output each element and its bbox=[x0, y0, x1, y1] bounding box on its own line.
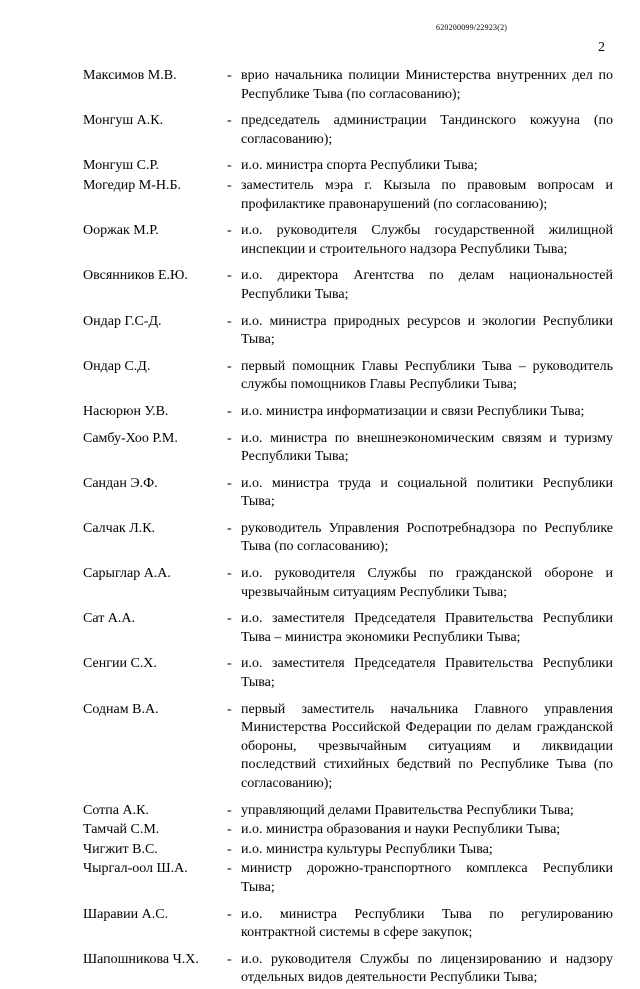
member-list bbox=[0, 67, 640, 989]
member-position: и.о. министра природных ресурсов и экологии Республики Тыва; bbox=[241, 313, 613, 348]
page-number: 2 bbox=[598, 40, 605, 55]
member-name: Насюрюн У.В. bbox=[83, 403, 169, 419]
member-position: управляющий делами Правительства Республики Тыва; bbox=[241, 802, 574, 818]
list-item bbox=[0, 610, 640, 655]
dash-separator: - bbox=[227, 566, 232, 582]
member-position: и.о. министра образования и науки Республики Тыва; bbox=[241, 822, 561, 838]
list-item bbox=[0, 112, 640, 157]
member-name: Тамчай С.М. bbox=[83, 822, 160, 838]
member-position: и.о. министра спорта Республики Тыва; bbox=[241, 158, 478, 174]
member-position: и.о. министра труда и социальной политики Республики Тыва; bbox=[241, 475, 613, 510]
dash-separator: - bbox=[227, 158, 232, 174]
list-item bbox=[0, 951, 640, 989]
list-item bbox=[0, 841, 640, 861]
dash-separator: - bbox=[227, 520, 232, 536]
member-position: и.о. руководителя Службы государственной жилищной инспекции и строительного надзора Республики Тыва; bbox=[241, 223, 613, 257]
list-item bbox=[0, 802, 640, 822]
dash-separator: - bbox=[227, 358, 232, 374]
member-position: и.о. министра культуры Республики Тыва; bbox=[241, 841, 493, 857]
dash-separator: - bbox=[227, 841, 232, 857]
member-name: Сат А.А. bbox=[83, 611, 136, 627]
list-item bbox=[0, 313, 640, 358]
member-name: Сотпа А.К. bbox=[83, 802, 149, 818]
member-position: заместитель мэра г. Кызыла по правовым вопросам и профилактике правонарушений (по согласованию); bbox=[241, 177, 613, 212]
member-name: Шапошникова Ч.Х. bbox=[83, 951, 199, 967]
member-name: Сарыглар А.А. bbox=[83, 566, 171, 582]
list-item bbox=[0, 701, 640, 802]
dash-separator: - bbox=[227, 268, 232, 284]
member-position: и.о. министра информатизации и связи Республики Тыва; bbox=[241, 403, 585, 419]
member-position: и.о. заместителя Председателя Правительства Республики Тыва; bbox=[241, 656, 613, 691]
member-name: Чигжит В.С. bbox=[83, 841, 158, 857]
list-item bbox=[0, 157, 640, 177]
dash-separator: - bbox=[227, 475, 232, 491]
member-name: Ондар Г.С-Д. bbox=[83, 313, 162, 329]
member-name: Сенгии С.Х. bbox=[83, 656, 157, 672]
list-item bbox=[0, 403, 640, 430]
dash-separator: - bbox=[227, 177, 232, 193]
member-name: Могедир М-Н.Б. bbox=[83, 177, 182, 193]
member-name: Ооржак М.Р. bbox=[83, 223, 159, 239]
member-position: и.о. заместителя Председателя Правительства Республики Тыва – министра экономики Республики Тыва; bbox=[241, 611, 613, 645]
member-position: первый помощник Главы Республики Тыва – руководитель службы помощников Главы Республики Тыва; bbox=[241, 358, 613, 393]
list-item bbox=[0, 358, 640, 403]
member-position: врио начальника полиции Министерства внутренних дел по Республике Тыва (по согласованию); bbox=[241, 68, 613, 102]
dash-separator: - bbox=[227, 822, 232, 838]
list-item bbox=[0, 860, 640, 905]
list-item bbox=[0, 177, 640, 222]
dash-separator: - bbox=[227, 68, 232, 83]
list-item bbox=[0, 821, 640, 841]
member-name: Салчак Л.К. bbox=[83, 520, 156, 536]
dash-separator: - bbox=[227, 611, 232, 627]
list-item bbox=[0, 267, 640, 312]
dash-separator: - bbox=[227, 223, 232, 239]
list-item bbox=[0, 430, 640, 475]
member-name: Овсянников Е.Ю. bbox=[83, 268, 188, 284]
document-code: 620200099/22923(2) bbox=[436, 23, 508, 32]
member-name: Соднам В.А. bbox=[83, 701, 159, 717]
member-position: министр дорожно-транспортного комплекса Республики Тыва; bbox=[241, 861, 613, 895]
member-position: и.о. министра Республики Тыва по регулированию контрактной системы в сфере закупок; bbox=[241, 906, 613, 941]
member-position: председатель администрации Тандинского кожууна (по согласованию); bbox=[241, 113, 613, 147]
member-position: первый заместитель начальника Главного управления Министерства Российской Федерации по делам гражданской обороны, чрезвычайным ситуациям и ликвидации последствий стихийных бедствий по Республике Тыва (по согласованию); bbox=[241, 701, 613, 791]
member-name: Монгуш А.К. bbox=[83, 113, 164, 129]
dash-separator: - bbox=[227, 113, 232, 129]
dash-separator: - bbox=[227, 861, 232, 877]
dash-separator: - bbox=[227, 701, 232, 717]
dash-separator: - bbox=[227, 951, 232, 967]
dash-separator: - bbox=[227, 802, 232, 818]
member-position: и.о. руководителя Службы по гражданской обороне и чрезвычайным ситуациям Республики Тыва; bbox=[241, 566, 613, 600]
member-name: Шаравии А.С. bbox=[83, 906, 169, 922]
member-position: руководитель Управления Роспотребнадзора по Республике Тыва (по согласованию); bbox=[241, 520, 613, 555]
member-position: и.о. министра по внешнеэкономическим связям и туризму Республики Тыва; bbox=[241, 430, 613, 465]
list-item bbox=[0, 520, 640, 565]
dash-separator: - bbox=[227, 313, 232, 329]
member-name: Максимов М.В. bbox=[83, 68, 177, 83]
dash-separator: - bbox=[227, 403, 232, 419]
member-name: Ондар С.Д. bbox=[83, 358, 151, 374]
member-position: и.о. руководителя Службы по лицензированию и надзору отдельных видов деятельности Республики Тыва; bbox=[241, 951, 613, 986]
member-name: Монгуш С.Р. bbox=[83, 158, 159, 174]
dash-separator: - bbox=[227, 906, 232, 922]
member-name: Чыргал-оол Ш.А. bbox=[83, 861, 188, 877]
dash-separator: - bbox=[227, 656, 232, 672]
list-item bbox=[0, 67, 640, 112]
member-name: Самбу-Хоо Р.М. bbox=[83, 430, 178, 446]
list-item bbox=[0, 655, 640, 700]
list-item bbox=[0, 906, 640, 951]
member-name: Сандан Э.Ф. bbox=[83, 475, 158, 491]
list-item bbox=[0, 222, 640, 267]
dash-separator: - bbox=[227, 430, 232, 446]
list-item bbox=[0, 565, 640, 610]
list-item bbox=[0, 475, 640, 520]
member-position: и.о. директора Агентства по делам национальностей Республики Тыва; bbox=[241, 268, 613, 302]
